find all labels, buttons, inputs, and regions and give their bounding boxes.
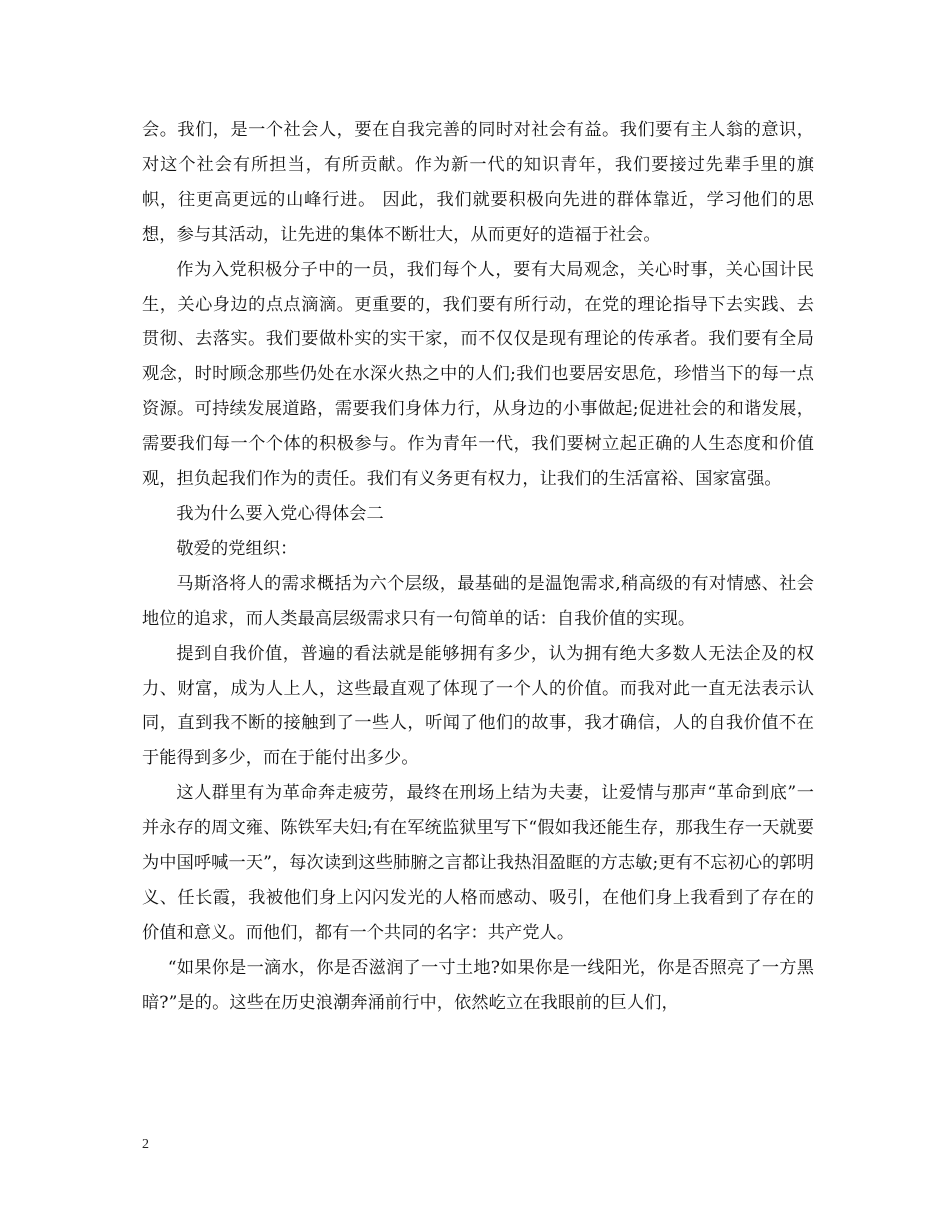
paragraph-2: 作为入党积极分子中的一员，我们每个人，要有大局观念，关心时事，关心国计民生，关心身边的点点滴滴。更重要的，我们要有所行动，在党的理论指导下去实践、去贯彻、去落实。我们要做朴实的实干家，而不仅仅是现有理论的传承者。我们要有全局观念，时时顾念那些仍处在水深火热之中的人们;我们也要居安思危，珍惜当下的每一点资源。可持续发展道路，需要我们身体力行，从身边的小事做起;促进社会的和谐发展，需要我们每一个个体的积极参与。作为青年一代，我们要树立起正确的人生态度和价值观，担负起我们作为的责任。我们有义务更有权力，让我们的生活富裕、国家富强。 — [142, 259, 814, 490]
section-heading: 我为什么要入党心得体会二 — [176, 503, 384, 524]
paragraph-3: 马斯洛将人的需求概括为六个层级，最基础的是温饱需求,稍高级的有对情感、社会地位的追求，而人类最高层级需求只有一句简单的话：自我价值的实现。 — [142, 573, 814, 629]
page-number: 2 — [142, 1137, 149, 1152]
body-text — [142, 113, 814, 1021]
paragraph-1: 会。我们，是一个社会人，要在自我完善的同时对社会有益。我们要有主人翁的意识，对这个社会有所担当，有所贡献。作为新一代的知识青年，我们要接过先辈手里的旗帜，往更高更远的山峰行进。 因此，我们就要积极向先进的群体靠近，学习他们的思想，参与其活动，让先进的集体不断壮大，从而更好的造福于社会。 — [142, 120, 814, 245]
salutation: 敬爱的党组织： — [176, 538, 298, 559]
paragraph-5: 这人群里有为革命奔走疲劳，最终在刑场上结为夫妻，让爱情与那声“革命到底”一并永存的周文雍、陈铁军夫妇;有在军统监狱里写下“假如我还能生存，那我生存一天就要为中国呼喊一天”，每次读到这些肺腑之言都让我热泪盈眶的方志敏;更有不忘初心的郭明义、任长霞，我被他们身上闪闪发光的人格而感动、吸引，在他们身上我看到了存在的价值和意义。而他们，都有一个共同的名字：共产党人。 — [142, 783, 814, 943]
paragraph-4: 提到自我价值，普遍的看法就是能够拥有多少，认为拥有绝大多数人无法企及的权力、财富，成为人上人，这些最直观了体现了一个人的价值。而我对此一直无法表示认同，直到我不断的接触到了一些人，听闻了他们的故事，我才确信，人的自我价值不在于能得到多少，而在于能付出多少。 — [142, 643, 814, 769]
paragraph-6: “如果你是一滴水，你是否滋润了一寸土地?如果你是一线阳光，你是否照亮了一方黑暗?”是的。这些在历史浪潮奔涌前行中，依然屹立在我眼前的巨人们， — [142, 957, 814, 1013]
